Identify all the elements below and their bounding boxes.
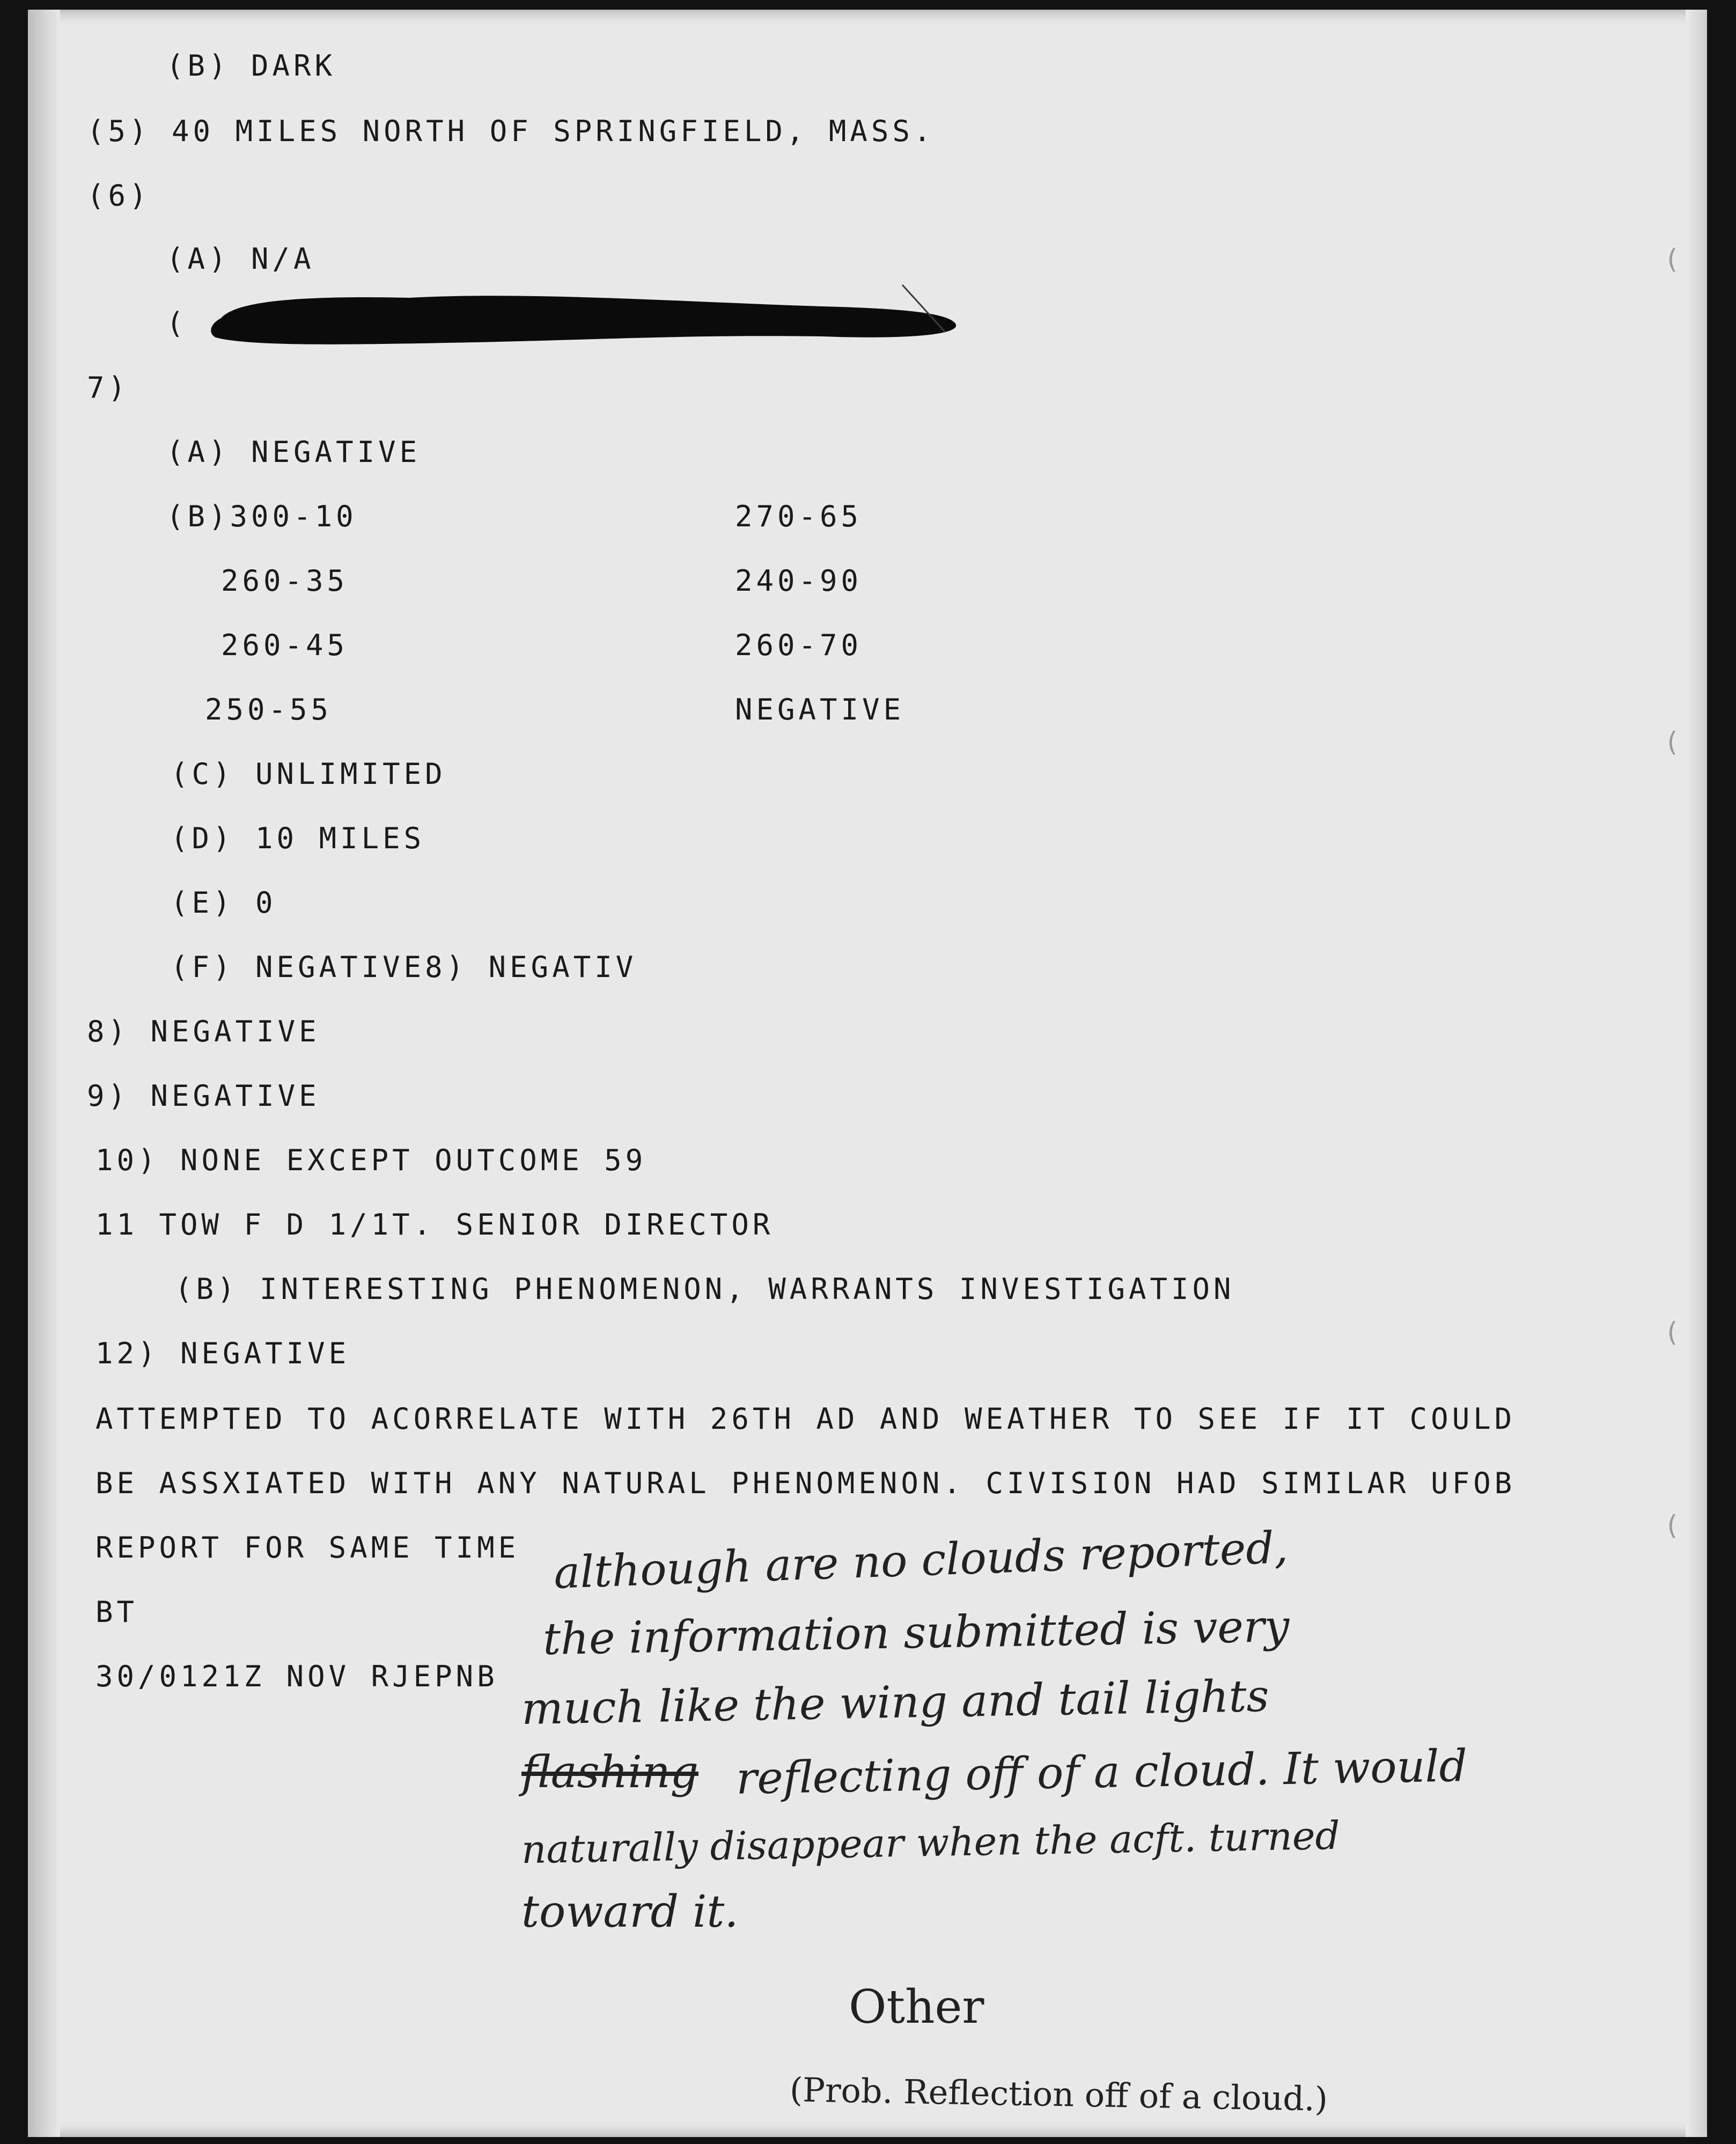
typed-line: BT: [95, 1595, 138, 1629]
typed-line: (A) NEGATIVE: [166, 435, 421, 469]
feed-mark: (: [1667, 244, 1678, 275]
feed-mark: (: [1667, 1510, 1678, 1541]
handwritten-note-line: naturally disappear when the acft. turned: [521, 1812, 1341, 1873]
handwritten-note-line: reflecting off of a cloud. It would: [735, 1741, 1468, 1804]
feed-mark: (: [1667, 726, 1678, 758]
typed-line: 9) NEGATIVE: [87, 1079, 320, 1113]
typed-line: (E) 0: [171, 886, 277, 920]
typed-line: 7): [87, 371, 130, 405]
page-right-shadow: [1686, 10, 1707, 2137]
typed-line: (5) 40 MILES NORTH OF SPRINGFIELD, MASS.: [87, 114, 935, 148]
handwritten-note-line: toward it.: [521, 1886, 739, 1937]
typed-line: 11 TOW F D 1/1T. SENIOR DIRECTOR: [95, 1208, 774, 1242]
typed-line: (C) UNLIMITED: [171, 757, 446, 791]
typed-line: 250-55: [205, 693, 333, 726]
typed-line: 260-35: [221, 564, 349, 598]
typed-line: 270-65: [735, 500, 863, 533]
handwritten-classification: Other: [849, 1980, 984, 2034]
document-page: [28, 10, 1707, 2137]
handwritten-struck-word: flashing: [521, 1747, 699, 1798]
typed-line: 260-70: [735, 628, 863, 662]
handwritten-note-line: much like the wing and tail lights: [521, 1670, 1270, 1735]
typed-line: ATTEMPTED TO ACORRELATE WITH 26TH AD AND WEATHER TO SEE IF IT COULD: [95, 1402, 1516, 1436]
typed-line: (: [166, 306, 188, 340]
typed-line: 8) NEGATIVE: [87, 1015, 320, 1048]
typed-line: 10) NONE EXCEPT OUTCOME 59: [95, 1143, 647, 1177]
typed-line: (A) N/A: [166, 242, 315, 276]
redaction-mark: [205, 281, 961, 356]
typed-line: (B) DARK: [166, 49, 336, 83]
typed-line: 30/0121Z NOV RJEPNB: [95, 1660, 498, 1693]
typed-line: 260-45: [221, 628, 349, 662]
handwritten-conclusion: (Prob. Reflection off of a cloud.): [789, 2070, 1328, 2119]
typed-line: BE ASSXIATED WITH ANY NATURAL PHENOMENON. CIVISION HAD SIMILAR UFOB: [95, 1466, 1516, 1500]
handwritten-note-line: although are no clouds reported,: [553, 1522, 1289, 1599]
typed-line: (B) INTERESTING PHENOMENON, WARRANTS INVESTIGATION: [175, 1272, 1235, 1306]
typed-line: (B)300-10: [166, 500, 357, 533]
page-left-shadow: [28, 10, 60, 2137]
handwritten-note-line: the information submitted is very: [542, 1600, 1290, 1665]
typed-line: 12) NEGATIVE: [95, 1337, 350, 1370]
typed-line: (6): [87, 179, 151, 212]
typed-line: REPORT FOR SAME TIME: [95, 1531, 520, 1565]
typed-line: (D) 10 MILES: [171, 821, 425, 855]
typed-line: NEGATIVE: [735, 693, 905, 726]
typed-line: (F) NEGATIVE8) NEGATIV: [171, 950, 637, 984]
typed-line: 240-90: [735, 564, 863, 598]
feed-mark: (: [1667, 1317, 1678, 1348]
